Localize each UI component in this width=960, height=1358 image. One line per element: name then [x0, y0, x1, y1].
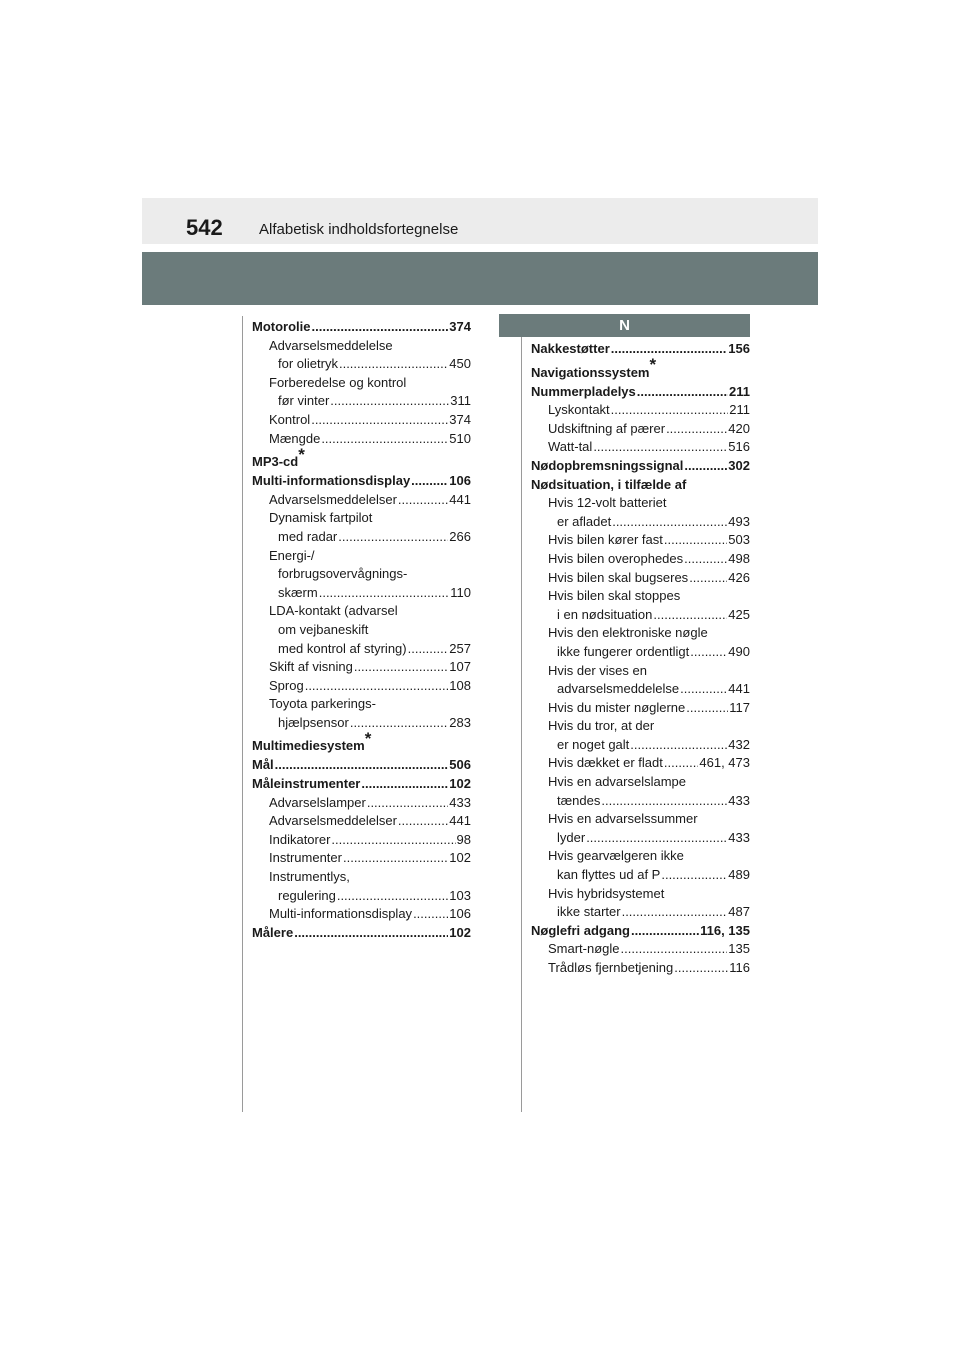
entry-text: skærm — [278, 584, 318, 600]
dot-leader — [337, 887, 448, 906]
entry-text: Trådløs fjernbetjening — [548, 960, 674, 975]
left-column-rule — [242, 316, 243, 1112]
dot-leader — [611, 401, 729, 420]
index-subentry — [531, 494, 750, 513]
index-entry — [252, 756, 471, 775]
entry-text: advarselsmeddelelse — [557, 681, 680, 697]
dot-leader — [686, 699, 728, 718]
entry-text: forbrugsovervågnings- — [278, 566, 408, 582]
entry-text: Hvis dækket er fladt — [548, 755, 663, 771]
dot-leader — [319, 584, 450, 603]
entry-page-number: 257 — [449, 640, 471, 656]
index-subentry — [252, 658, 471, 677]
entry-page-number: 432 — [728, 736, 750, 752]
entry-page-number: 211 — [729, 402, 750, 418]
entry-text: Hvis du tror, at der — [548, 718, 655, 734]
dot-leader — [612, 513, 727, 532]
index-subentry — [252, 565, 471, 584]
dot-leader — [367, 794, 448, 813]
dot-leader — [664, 754, 699, 773]
dot-leader — [411, 472, 448, 491]
entry-page-number: 211 — [729, 383, 750, 399]
index-subentry — [252, 812, 471, 831]
entry-text: Advarselslamper — [269, 794, 366, 810]
index-subentry — [252, 491, 471, 510]
index-subentry — [531, 662, 750, 681]
entry-text: Hvis en advarselslampe — [548, 774, 687, 790]
index-subentry — [252, 714, 471, 733]
index-subentry — [252, 905, 471, 924]
entry-text: Advarselsmeddelelser — [269, 813, 397, 829]
index-subentry — [252, 392, 471, 411]
entry-text: Hvis 12-volt batteriet — [548, 495, 667, 511]
entry-page-number: 433 — [728, 829, 750, 845]
left-index-column — [252, 318, 471, 942]
dot-leader — [680, 680, 727, 699]
page-title: Alfabetisk indholdsfortegnelse — [259, 221, 459, 238]
entry-text: før vinter — [278, 393, 330, 409]
right-column-rule — [521, 316, 522, 1112]
entry-page-number: 302 — [728, 457, 750, 473]
index-subentry — [252, 374, 471, 393]
asterisk-icon: * — [364, 729, 372, 749]
page-number: 542 — [186, 215, 223, 240]
entry-text: Måleinstrumenter — [252, 776, 361, 792]
entry-text: for olietryk — [278, 356, 338, 372]
entry-text: Motorolie — [252, 319, 311, 334]
entry-page-number: 487 — [728, 904, 750, 920]
entry-text: Navigationssystem — [531, 364, 650, 380]
entry-text: med radar — [278, 528, 338, 544]
index-subentry — [531, 792, 750, 811]
index-entry — [531, 340, 750, 359]
entry-text: Forberedelse og kontrol — [269, 374, 407, 390]
section-band — [142, 252, 818, 305]
index-subentry — [252, 337, 471, 356]
index-entry — [531, 355, 750, 383]
entry-text: Kontrol — [269, 411, 311, 427]
entry-text: Multi-informationsdisplay — [269, 906, 413, 922]
index-entry — [252, 729, 471, 756]
entry-text: Nødopbremsningssignal — [531, 457, 684, 473]
entry-page-number: 117 — [729, 699, 750, 715]
index-subentry — [531, 531, 750, 550]
entry-text: Advarselsmeddelelse — [269, 337, 393, 353]
index-subentry — [531, 550, 750, 569]
entry-page-number: 311 — [450, 393, 471, 409]
header-band — [142, 198, 818, 244]
index-entry — [531, 922, 750, 941]
dot-leader — [311, 411, 448, 430]
entry-page-number: 108 — [449, 677, 471, 693]
entry-page-number: 116, 135 — [700, 922, 750, 938]
entry-text: lyder — [557, 829, 586, 845]
entry-text: tændes — [557, 792, 601, 808]
entry-text: Mål — [252, 757, 274, 773]
index-subentry — [252, 528, 471, 547]
entry-text: Lyskontakt — [548, 402, 610, 418]
entry-page-number: 110 — [450, 584, 471, 600]
entry-text: LDA-kontakt (advarsel — [269, 603, 398, 619]
entry-text: Hvis hybridsystemet — [548, 885, 665, 901]
entry-page-number: 102 — [449, 776, 471, 792]
dot-leader — [690, 643, 727, 662]
index-entry — [531, 383, 750, 402]
entry-page-number: 441 — [728, 681, 750, 697]
entry-text: Instrumentlys, — [269, 869, 350, 885]
entry-text: Hvis en advarselssummer — [548, 811, 698, 827]
dot-leader — [343, 849, 448, 868]
entry-text: Nøglefri adgang — [531, 922, 630, 938]
index-subentry — [252, 355, 471, 374]
index-entry — [252, 318, 471, 337]
entry-text: Hvis bilen skal stoppes — [548, 588, 681, 604]
dot-leader — [339, 355, 448, 374]
entry-text: Udskiftning af pærer — [548, 420, 666, 436]
index-subentry — [252, 602, 471, 621]
dot-leader — [637, 383, 728, 402]
dot-leader — [361, 775, 448, 794]
dot-leader — [674, 959, 728, 978]
entry-page-number: 441 — [449, 813, 471, 829]
index-subentry — [252, 640, 471, 659]
entry-text: Hvis den elektroniske nøgle — [548, 625, 708, 641]
index-entry — [252, 924, 471, 943]
entry-text: Hvis der vises en — [548, 662, 647, 678]
entry-text: MP3-cd — [252, 454, 299, 470]
entry-page-number: 266 — [449, 528, 471, 544]
entry-page-number: 156 — [728, 341, 750, 356]
dot-leader — [408, 640, 449, 659]
index-subentry — [531, 513, 750, 532]
asterisk-icon: * — [649, 355, 657, 375]
entry-page-number: 493 — [728, 513, 750, 529]
dot-leader — [275, 756, 449, 775]
index-subentry — [531, 773, 750, 792]
index-subentry — [531, 680, 750, 699]
entry-page-number: 106 — [449, 473, 471, 489]
index-subentry — [252, 584, 471, 603]
dot-leader — [621, 940, 728, 959]
index-subentry — [531, 717, 750, 736]
index-subentry — [531, 829, 750, 848]
dot-leader — [398, 812, 448, 831]
index-subentry — [531, 940, 750, 959]
dot-leader — [294, 924, 448, 943]
index-subentry — [252, 621, 471, 640]
entry-page-number: 490 — [728, 643, 750, 659]
index-subentry — [252, 794, 471, 813]
entry-text: ikke starter — [557, 904, 621, 920]
index-subentry — [531, 847, 750, 866]
dot-leader — [593, 438, 727, 457]
index-subentry — [531, 699, 750, 718]
entry-text: Toyota parkerings- — [269, 696, 376, 712]
entry-page-number: 107 — [449, 659, 471, 675]
dot-leader — [611, 340, 728, 359]
index-subentry — [252, 695, 471, 714]
dot-leader — [354, 658, 448, 677]
entry-text: i en nødsituation — [557, 606, 653, 622]
asterisk-icon: * — [298, 444, 305, 464]
dot-leader — [601, 792, 727, 811]
index-entry — [531, 476, 750, 495]
entry-page-number: 433 — [728, 792, 750, 808]
entry-text: Hvis gearvælgeren ikke — [548, 848, 684, 864]
dot-leader — [398, 491, 448, 510]
dot-leader — [413, 905, 448, 924]
entry-page-number: 374 — [449, 411, 471, 427]
index-subentry — [252, 411, 471, 430]
entry-text: Hvis bilen overophedes — [548, 550, 684, 566]
dot-leader — [586, 829, 727, 848]
entry-page-number: 506 — [449, 757, 471, 773]
dot-leader — [331, 831, 455, 850]
dot-leader — [338, 528, 448, 547]
entry-page-number: 426 — [728, 569, 750, 585]
index-subentry — [531, 569, 750, 588]
entry-page-number: 420 — [728, 420, 750, 436]
entry-text: Nødsituation, i tilfælde af — [531, 476, 687, 492]
index-entry — [252, 444, 471, 472]
entry-text: Skift af visning — [269, 659, 353, 675]
index-subentry — [531, 401, 750, 420]
entry-text: Målere — [252, 924, 294, 940]
entry-text: er afladet — [557, 513, 612, 529]
dot-leader — [684, 550, 727, 569]
entry-text: Nummerpladelys — [531, 383, 636, 399]
index-subentry — [531, 959, 750, 978]
dot-leader — [666, 420, 727, 439]
index-subentry — [252, 868, 471, 887]
entry-page-number: 103 — [449, 887, 471, 903]
entry-text: Multi-informationsdisplay — [252, 473, 411, 489]
entry-page-number: 135 — [728, 941, 750, 957]
entry-page-number: 283 — [449, 714, 471, 730]
entry-page-number: 450 — [449, 356, 471, 372]
index-subentry — [531, 866, 750, 885]
entry-text: om vejbaneskift — [278, 621, 369, 637]
index-entry — [252, 472, 471, 491]
entry-page-number: 441 — [449, 491, 471, 507]
entry-page-number: 374 — [449, 319, 471, 334]
index-subentry — [531, 624, 750, 643]
entry-page-number: 503 — [728, 532, 750, 548]
index-entry — [252, 775, 471, 794]
entry-page-number: 425 — [728, 606, 750, 622]
index-subentry — [531, 903, 750, 922]
entry-page-number: 510 — [449, 430, 471, 446]
entry-page-number: 516 — [728, 439, 750, 455]
entry-page-number: 116 — [729, 960, 750, 975]
index-subentry — [252, 430, 471, 449]
index-subentry — [531, 643, 750, 662]
entry-text: kan flyttes ud af P — [557, 867, 661, 883]
entry-text: hjælpsensor — [278, 714, 349, 730]
dot-leader — [661, 866, 727, 885]
index-subentry — [252, 887, 471, 906]
index-subentry — [531, 885, 750, 904]
right-index-column — [531, 340, 750, 978]
entry-page-number: 461, 473 — [699, 755, 750, 771]
index-subentry — [252, 547, 471, 566]
dot-leader — [653, 606, 727, 625]
index-subentry — [531, 606, 750, 625]
dot-leader — [684, 457, 727, 476]
entry-text: Watt-tal — [548, 439, 593, 455]
dot-leader — [664, 531, 727, 550]
dot-leader — [622, 903, 728, 922]
index-subentry — [531, 810, 750, 829]
index-subentry — [531, 754, 750, 773]
entry-text: Multimediesystem — [252, 738, 365, 754]
entry-page-number: 106 — [449, 906, 471, 922]
entry-text: Energi-/ — [269, 547, 315, 563]
entry-text: Hvis bilen kører fast — [548, 532, 663, 548]
entry-text: Indikatorer — [269, 831, 331, 847]
entry-text: Dynamisk fartpilot — [269, 510, 373, 526]
dot-leader — [330, 392, 449, 411]
dot-leader — [630, 736, 727, 755]
entry-page-number: 489 — [728, 867, 750, 883]
entry-text: Mængde — [269, 430, 321, 446]
entry-page-number: 102 — [449, 924, 471, 940]
index-subentry — [252, 831, 471, 850]
index-subentry — [531, 438, 750, 457]
entry-text: Hvis du mister nøglerne — [548, 699, 686, 715]
entry-text: Smart-nøgle — [548, 941, 620, 957]
entry-page-number: 498 — [728, 550, 750, 566]
entry-text: Nakkestøtter — [531, 341, 610, 356]
entry-text: med kontrol af styring) — [278, 640, 407, 656]
entry-text: Sprog — [269, 677, 304, 693]
entry-page-number: 102 — [449, 850, 471, 866]
dot-leader — [312, 318, 449, 337]
entry-text: er noget galt — [557, 736, 630, 752]
entry-text: regulering — [278, 887, 336, 903]
entry-page-number: 98 — [456, 831, 471, 847]
index-entry — [531, 457, 750, 476]
entry-text: Hvis bilen skal bugseres — [548, 569, 689, 585]
index-subentry — [252, 849, 471, 868]
index-subentry — [252, 509, 471, 528]
entry-text: ikke fungerer ordentligt — [557, 643, 690, 659]
dot-leader — [689, 569, 727, 588]
index-subentry — [531, 420, 750, 439]
dot-leader — [321, 430, 448, 449]
index-subentry — [531, 587, 750, 606]
section-letter-bar: N — [499, 314, 750, 337]
entry-page-number: 433 — [449, 794, 471, 810]
entry-text: Advarselsmeddelelser — [269, 491, 397, 507]
dot-leader — [631, 922, 699, 941]
index-subentry — [252, 677, 471, 696]
entry-text: Instrumenter — [269, 850, 342, 866]
index-subentry — [531, 736, 750, 755]
dot-leader — [305, 677, 449, 696]
